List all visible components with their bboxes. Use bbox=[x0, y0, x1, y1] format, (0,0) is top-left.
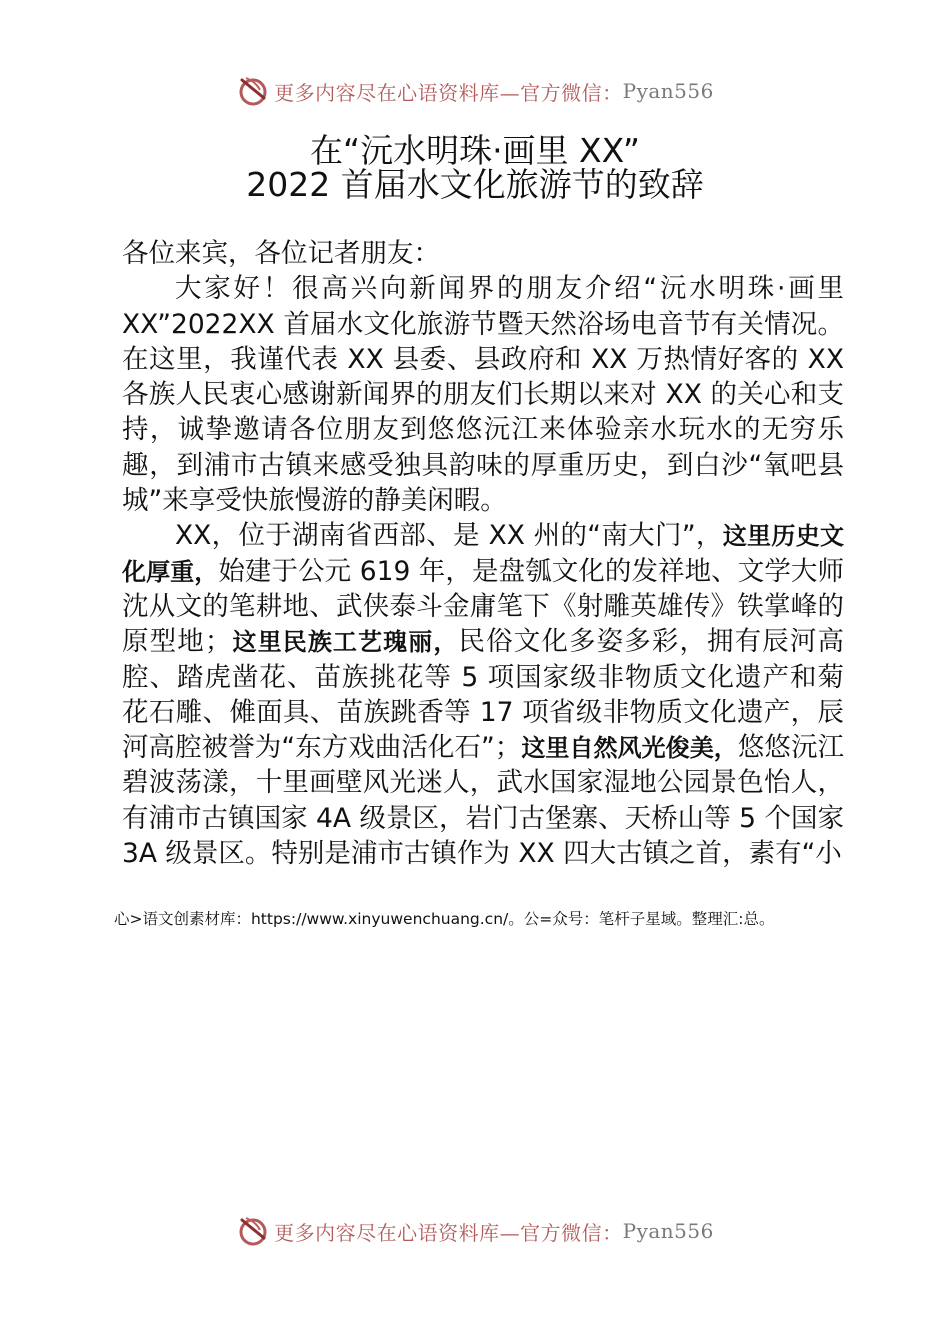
paragraph-2-segment-2: 始建于公元 619 年，是盘瓠文化的发祥地、文学大师沈从文的笔耕地、武侠泰斗金庸笔下《射雕英雄传》铁掌峰的原型地； bbox=[122, 555, 845, 658]
page-title-line-1: 在“沅水明珠·画里 XX” bbox=[309, 131, 641, 170]
paragraph-2-segment-3: 民俗文化多姿多彩，拥有辰河高腔、踏虎凿花、苗族挑花等 5 项国家级非物质文化遗产和菊花石雕、傩面具、苗族跳香等 17 项省级非物质文化遗产，辰河高腔被誉为“东方戏曲活化石”； bbox=[122, 626, 845, 764]
bold-phrase-crafts: 这里民族工艺瑰丽， bbox=[231, 627, 459, 657]
bold-phrase-scenery: 这里自然风光俊美， bbox=[521, 733, 738, 763]
watermark-account: Pyan556 bbox=[622, 79, 714, 103]
bold-phrase-history: 这里历史文化厚重， bbox=[122, 521, 845, 586]
source-note: 心>语文创素材库：https://www.xinyuwenchuang.cn/。公=众号：笔杆子星域。整理汇:总。 bbox=[114, 910, 775, 928]
watermark-banner-bottom bbox=[0, 1214, 950, 1248]
page-title-line-2: 2022 首届水文化旅游节的致辞 bbox=[246, 165, 704, 204]
paragraph-2-segment-4: 悠悠沅江碧波荡漾，十里画壁风光迷人，武水国家湿地公园景色怡人，有浦市古镇国家 4A 级景区，岩门古堡寨、天桥山等 5 个国家 3A 级景区。特别是浦市古镇作为 XX 四大古镇之首，素有“小 bbox=[122, 732, 845, 870]
paragraph-2 bbox=[122, 518, 844, 871]
watermark-main-text: 更多内容尽在心语资料库—官方微信： bbox=[274, 80, 623, 105]
document-body bbox=[122, 236, 844, 871]
salutation: 各位来宾，各位记者朋友： bbox=[122, 238, 440, 269]
red-pen-circle-logo-icon bbox=[236, 1214, 270, 1248]
watermark-banner-top bbox=[0, 74, 950, 108]
paragraph-2-segment-1: XX，位于湖南省西部、是 XX 州的“南大门”， bbox=[175, 520, 723, 552]
red-pen-circle-logo-icon bbox=[236, 74, 270, 108]
watermark-main-text: 更多内容尽在心语资料库—官方微信： bbox=[274, 1220, 623, 1245]
watermark-account: Pyan556 bbox=[622, 1219, 714, 1243]
paragraph-1: 大家好！很高兴向新闻界的朋友介绍“沅水明珠·画里 XX”2022XX 首届水文化旅游节暨天然浴场电音节有关情况。在这里，我谨代表 XX 县委、县政府和 XX 万热情好客的 XX 各族人民衷心感谢新闻界的朋友们长期以来对 XX 的关心和支持，诚挚邀请各位朋友到悠悠沅江来体验亲水玩水的无穷乐趣，到浦市古镇来感受独具韵味的厚重历史，到白沙“氧吧县城”来享受快旅慢游的静美闲暇。 bbox=[122, 273, 844, 517]
